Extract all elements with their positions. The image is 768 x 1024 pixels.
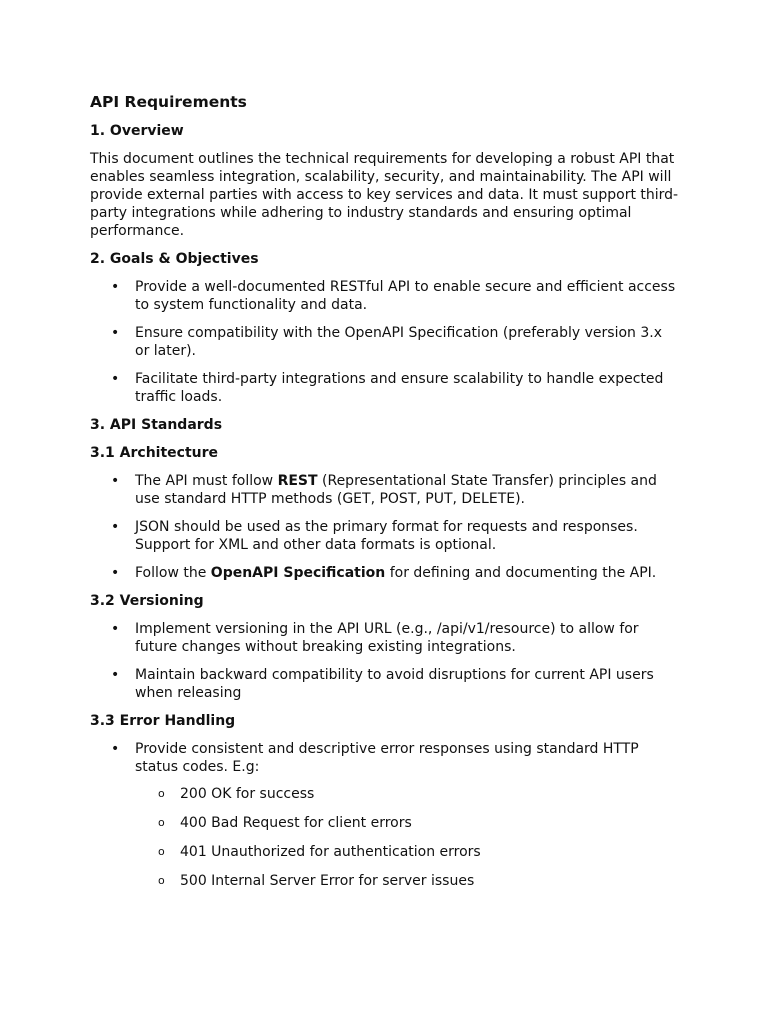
versioning-list <box>90 620 680 702</box>
item-bold-text: REST <box>277 473 318 489</box>
document-content <box>90 92 680 901</box>
architecture-list <box>90 472 680 582</box>
overview-paragraph: This document outlines the technical requirements for developing a robust API that enables seamless integration, scalability, security, and maintainability. The API will provide external parties with access to key services and data. It must support third-party integrations while adhering to industry standards and ensuring optimal performance. <box>90 151 679 239</box>
list-item <box>90 740 680 776</box>
item-text: The API must follow <box>135 473 278 489</box>
error-handling-list <box>90 740 680 776</box>
list-item <box>90 564 680 582</box>
subsection-heading-architecture: 3.1 Architecture <box>90 445 219 461</box>
list-item: • Maintain backward compatibility to avoid disruptions for current API users when releasing <box>90 666 680 702</box>
section-heading-overview: 1. Overview <box>90 123 184 139</box>
item-text: Follow the <box>135 565 211 581</box>
item-text: Provide consistent and descriptive error responses using standard HTTP status codes. E.g: <box>135 741 639 775</box>
list-item <box>90 472 680 508</box>
list-item: • Ensure compatibility with the OpenAPI Specification (preferably version 3.x or later). <box>90 324 680 360</box>
status-code-item: o 400 Bad Request for client errors <box>90 814 680 832</box>
list-item: • Facilitate third-party integrations and ensure scalability to handle expected traffic loads. <box>90 370 680 406</box>
list-item: • Implement versioning in the API URL (e.g., /api/v1/resource) to allow for future changes without breaking existing integrations. <box>90 620 680 656</box>
status-code-item: o 401 Unauthorized for authentication errors <box>90 843 680 861</box>
status-code-item: o 200 OK for success <box>90 785 680 803</box>
list-item: • Provide a well-documented RESTful API to enable secure and efficient access to system functionality and data. <box>90 278 680 314</box>
goals-list <box>90 278 680 406</box>
item-text: (Representational State Transfer) principles and use standard HTTP methods (GET, POST, PUT, DELETE). <box>135 473 657 507</box>
document-title: API Requirements <box>90 93 247 111</box>
section-heading-api-standards: 3. API Standards <box>90 417 223 433</box>
status-code-item: o 500 Internal Server Error for server issues <box>90 872 680 890</box>
item-bold-text: OpenAPI Specification <box>210 565 386 581</box>
item-text: for defining and documenting the API. <box>385 565 657 581</box>
section-heading-goals: 2. Goals & Objectives <box>90 251 259 267</box>
status-code-list <box>90 785 680 890</box>
subsection-heading-versioning: 3.2 Versioning <box>90 593 204 609</box>
list-item: • JSON should be used as the primary format for requests and responses. Support for XML and other data formats is optional. <box>90 518 680 554</box>
subsection-heading-error-handling: 3.3 Error Handling <box>90 713 236 729</box>
